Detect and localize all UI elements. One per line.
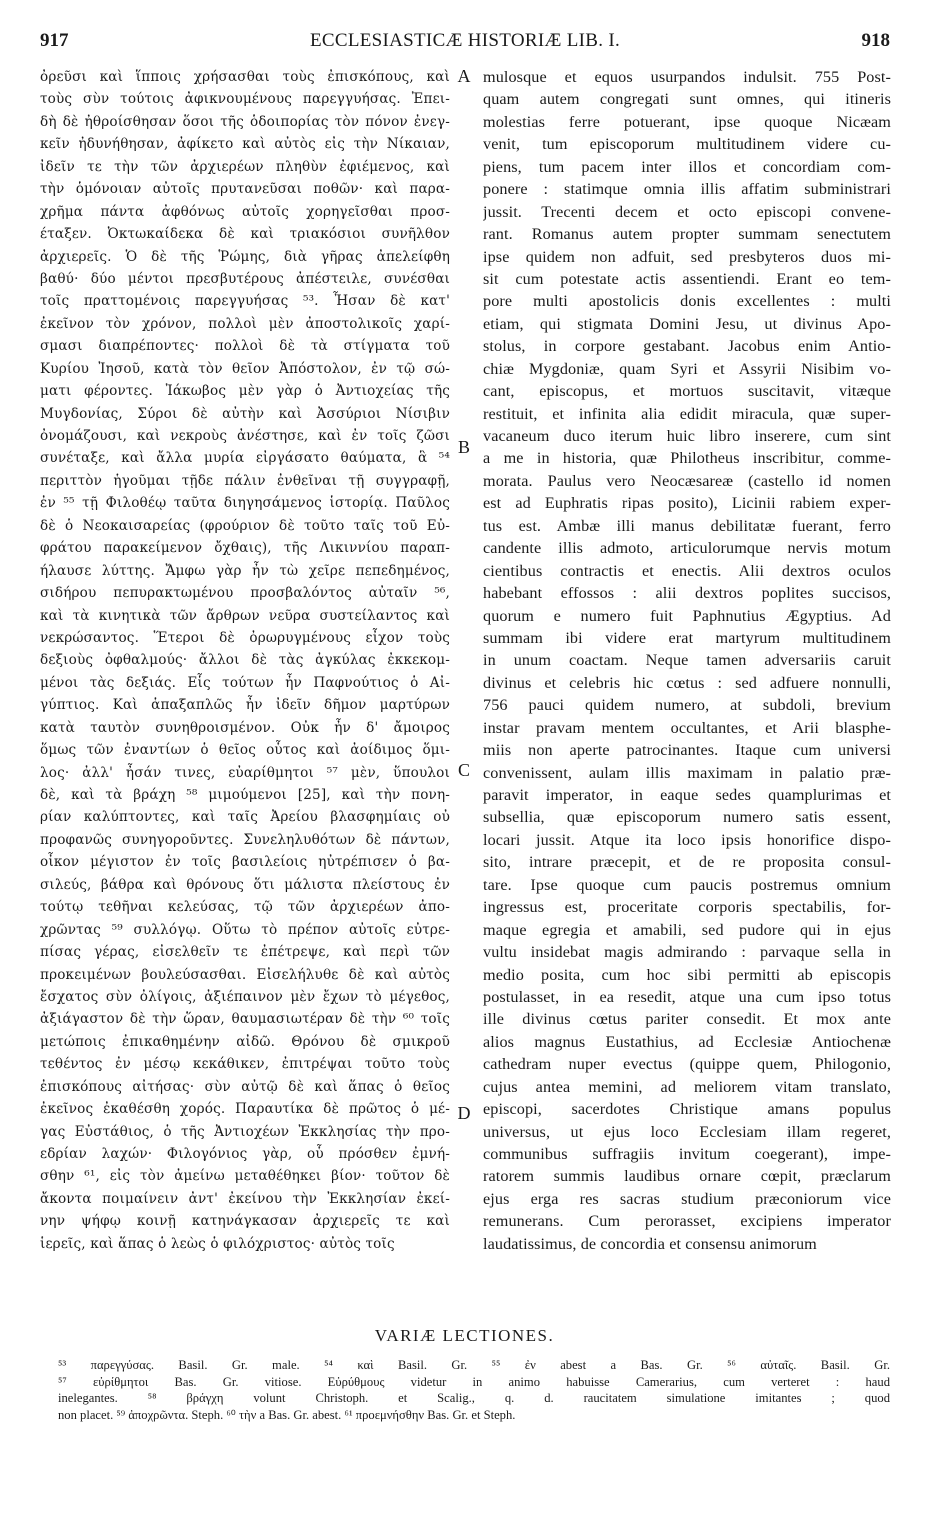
latin-text-line: cujus antea memini, ad meliorem vitam translato,	[483, 1077, 891, 1096]
latin-text-line: locari jussit. Atque ita loco ipsis honorifice dispo-	[483, 830, 891, 849]
latin-text-line: instar pravam mentem occultantes, et Arii blasphe-	[483, 718, 891, 737]
latin-text-line: remunerans. Cum perorasset, excipiens imperator	[483, 1212, 891, 1231]
greek-text-line: τὴν ὁμόνοιαν αὐτοῖς πρυτανεῦσαι ποθῶν· καὶ παρα-	[40, 181, 450, 198]
latin-text-line: postulasset, in ea resedit, atque una cum ipso totus	[483, 987, 891, 1006]
latin-text-line: summam ibi videre erat martyrum multitudinem	[483, 628, 891, 647]
variae-lectiones-title: VARIÆ LECTIONES.	[374, 1326, 555, 1345]
latin-text-line: sit cum potestate actis assentiendi. Erant eo tem-	[483, 269, 891, 288]
greek-text-line: νεκρώσαντος. Ἕτεροι δὲ ὀρωρυγμένους εἶχον τοὺς	[40, 629, 450, 646]
greek-text-line: δεξιοὺς ὀφθαλμούς· ἄλλοι δὲ τὰς ἀγκύλας ἐκκεκομ-	[40, 652, 450, 669]
latin-text-line: jussit. Trecenti decem et octo episcopi convene-	[483, 202, 891, 221]
greek-text-line: ἀξιάγαστον δὲ τὴν ὥραν, θαυμασιωτέραν δὲ τὴν ⁶⁰ τοῖς	[40, 1011, 450, 1028]
running-header	[40, 30, 890, 56]
greek-text-line: καὶ τὰ κινητικὰ τῶν ἄρθρων νεῦρα συστείλαντος καὶ	[40, 607, 450, 624]
greek-text-line: Μυγδονίας, Σύροι δὲ αὐτὴν καὶ Ἀσσύριοι Νίσιβιν	[40, 405, 450, 422]
latin-text-line: ille divinus cœtus pariter consedit. Et mox ante	[483, 1010, 891, 1029]
latin-text-line: a me in historia, quæ Philotheus inscribitur, comme-	[483, 449, 891, 468]
latin-text-line: piens, tum pacem inter illos et concordiam com-	[483, 157, 891, 176]
greek-text-line: σθην ⁶¹, εἰς τὸν ἀμείνω μεταθέθηκει βίον· τοῦτον δὲ	[40, 1168, 450, 1185]
latin-text-line: convenissent, aulam illis maximam in palatio præ-	[483, 763, 891, 782]
latin-text-line: paravit imperator, in eaque sedes quamplurimas et	[483, 786, 891, 804]
greek-text-line: μένοι τὰς δεξιάς. Εἷς τούτων ἦν Παφνούτιος ὁ Αἰ-	[40, 674, 450, 691]
latin-text-line: tus est. Ambæ illi manus debilitatæ fuerant, ferro	[483, 516, 891, 535]
latin-text-line: cathedram nuper evectus (quippe quem, Philogonio,	[483, 1055, 891, 1074]
margin-letter-b: B	[457, 437, 470, 457]
latin-text-line: vacaneum duco iterum huic libro inserere, cum sint	[483, 427, 891, 445]
latin-text-line: communibus suffragiis invitum coegerant), impe-	[483, 1145, 891, 1163]
latin-text-line: rant. Romanus autem propter summam senectutem	[483, 225, 891, 244]
greek-text-line: ἀρχιερεῖς. Ὁ δὲ τῆς Ῥώμης, διὰ γῆρας ἀπελείφθη	[40, 248, 450, 265]
note-line: non placet. ⁵⁹ ἀποχρῶντα. Steph. ⁶⁰ τὴν a Bas. Gr. abest. ⁶¹ προεμνήσθην Bas. Gr. et Steph.	[58, 1407, 516, 1422]
latin-text-line: etiam, qui stigmata Domini Jesu, ut divinus Apo-	[483, 314, 891, 333]
latin-text-line: vultu insidebat magis admirando : parvaque sella in	[483, 943, 891, 962]
latin-text-line: stolus, in corpore gestabant. Jacobus enim Antio-	[483, 337, 891, 356]
greek-text-line: δὴ δὲ ἠθροίσθησαν ὅσοι τῆς ὁδοιπορίας τὸν πόνον ἐνεγ-	[40, 113, 450, 130]
latin-text-line: restituit, et infinita alia edidit miracula, quæ super-	[483, 404, 891, 423]
latin-text-line: tare. Ipse quoque cum paucis postremus omnium	[483, 875, 891, 894]
latin-text-line: in unum coactam. Neque tamen adversariis caruit	[483, 651, 891, 670]
latin-text-line: episcopi, sacerdotes Christique amans populus	[483, 1100, 891, 1119]
margin-letter-a: A	[457, 66, 471, 86]
latin-text-line: laudatissimus, de concordia et consensu animorum	[483, 1234, 817, 1253]
latin-text-line: 756 pauci quidem numero, at subdoli, brevium	[483, 696, 891, 715]
greek-text-line: ἰδεῖν τε τὴν τῶν ἀρχιερέων πληθὺν ἐφιέμενος, καὶ	[40, 158, 450, 175]
latin-text-line: ejus erga res sacras studium præconiorum vice	[483, 1189, 891, 1208]
greek-text-line: τοῖς πραττομένοις παρεγγυήσας ⁵³. Ἦσαν δὲ κατ'	[40, 293, 450, 310]
greek-text-line: οἶκον μέγιστον ἐν τοῖς βασιλείοις ηὐτρέπισεν ὁ βα-	[40, 854, 450, 871]
latin-text-line: pore multi apostolicis donis excellentes : multi	[483, 292, 891, 311]
latin-text-line: ingressus est, proceritate corporis spectabilis, for-	[483, 898, 891, 917]
latin-text-line: ratorem summis laudibus ornare cœpit, præclarum	[483, 1167, 891, 1186]
greek-text-line: ἄκοντα ποιμαίνειν ἀντ' ἐκείνου τὴν Ἐκκλησίαν ἐκεί-	[40, 1190, 450, 1207]
margin-letter-d: D	[457, 1103, 471, 1123]
latin-text-line: quorum e numero fuit Paphnutius Ægyptius. Ad	[483, 606, 891, 625]
latin-text-line: divinus et celebris hic cœtus : sed adfuere nonnulli,	[483, 673, 891, 692]
greek-text-line: ἐκεῖνον τὸν χρόνον, πολλοὶ μὲν ἀποστολικοῖς χαρί-	[40, 315, 450, 332]
greek-text-line: χρῶντας ⁵⁹ συλλόγῳ. Οὕτω τὸ πρέπον αὐτοῖς εὐτρε-	[40, 921, 450, 938]
greek-text-line: προκειμένων βουλεύσασθαι. Εἰσελήλυθε δὲ καὶ αὐτὸς	[40, 966, 450, 983]
greek-text-line: ὅμως τῶν ἐναντίων ὁ θεῖος οὗτος καὶ ἀοίδιμος ὅμι-	[40, 742, 450, 759]
latin-text-line: venit, tum episcoporum multitudinem videre cu-	[483, 135, 891, 154]
latin-text-line: est ad Euphratis ripas posito), Licinii rabiem exper-	[483, 494, 891, 513]
greek-text-line: λος· ἀλλ' ἦσάν τινες, εὐαρίθμητοι ⁵⁷ μὲν, ὕπουλοι	[40, 764, 450, 781]
greek-text-line: ὀρεῦσι καὶ ἵπποις χρήσασθαι τοὺς ἐπισκόπους, καὶ	[40, 69, 450, 85]
greek-text-line: έταξεν. Ὀκτωκαίδεκα δὲ καὶ τριακόσιοι συνῆλθον	[40, 226, 450, 243]
greek-text-line: νην ψήφῳ κοινῇ κατηνάγκασαν ἀρχιερεῖς τε καὶ	[40, 1213, 450, 1230]
greek-text-line: σμασι διαπρέποντες· πολλοὶ δὲ τὰ στίγματα τοῦ	[40, 338, 450, 355]
latin-text-line: miis non aperte patrocinantes. Itaque cum universi	[483, 741, 891, 760]
greek-text-line: ἐπισκόπους αἰτήσας· σὺν αὐτῷ δὲ καὶ ἅπας ὁ θεῖος	[40, 1078, 450, 1095]
latin-text-line: subsellia, quæ episcoporum numero satis essent,	[483, 808, 891, 827]
latin-text-line: quam autem congregati sunt omnes, qui itineris	[483, 90, 891, 109]
variant-readings-notes	[58, 1357, 890, 1423]
note-line: ⁵³ παρεγγύσας. Basil. Gr. male. ⁵⁴ καὶ Basil. Gr. ⁵⁵ ἐν abest a Bas. Gr. ⁵⁶ αὐταῖς. Basil. Gr.	[58, 1358, 890, 1372]
note-line: ⁵⁷ εὐρίθμητοι Bas. Gr. vitiose. Εὐρύθμους videtur in animo habuisse Camerarius, cum verteret : haud	[58, 1374, 890, 1389]
greek-text-line: Κυρίου Ἰησοῦ, κατὰ τὸν θεῖον Ἀπόστολον, ἐν τῷ σώ-	[40, 360, 450, 377]
greek-text-line: προφανῶς συνηγοροῦντες. Συνεληλυθότων δὲ πάντων,	[40, 831, 450, 848]
latin-text-line: alios magnus Eustathius, ad Ecclesiæ Antiochenæ	[483, 1032, 891, 1051]
greek-text-line: εδρίαν λαχών· Φιλογόνιος γὰρ, οὗ πρόσθεν ἐμνή-	[40, 1146, 450, 1162]
greek-text-line: ήλαυσε λύττης. Ἄμφω γὰρ ἦν τὼ χεῖρε πεπεδημένος,	[40, 562, 450, 579]
latin-text-line: cant, episcopus, et mortuos suscitavit, vitæque	[483, 382, 891, 401]
greek-text-line: κατὰ ταυτὸν συνηθροισμένον. Οὐκ ἦν δ' ἄμοιρος	[40, 719, 450, 736]
latin-text-line: molestias ferre potuerant, ipse quoque Nicæam	[483, 112, 891, 131]
greek-text-line: βαθύ· δύο μέντοι πρεσβυτέρους ἀπέστειλε, συνέσθαι	[40, 270, 450, 287]
latin-text-line: morata. Paulus vero Neocæsareæ (castello id nomen	[483, 471, 891, 490]
greek-text-line: ὀνομάζουσι, καὶ νεκροὺς ἀνέστησε, καὶ ἐν τοῖς ζῶσι	[40, 428, 450, 444]
greek-text-line: σιλεύς, βάθρα καὶ θρόνους ὅτι μάλιστα πλείστους ἐν	[40, 876, 450, 893]
latin-text-line: universus, ut ejus loco Ecclesiam illam regeret,	[483, 1122, 891, 1141]
greek-text-line: τοὺς σὺν τούτοις ἀφικνουμένους παρεγγυήσας. Ἐπει-	[40, 91, 450, 108]
note-line: inelegantes. ⁵⁸ βράγχη volunt Christoph. et Scalig., q. d. raucitatem simulatione imitantes ; quod	[58, 1391, 890, 1405]
greek-text-line: συνέταξε, καὶ ἄλλα μυρία εἰργάσατο θαύματα, ἃ ⁵⁴	[40, 450, 450, 467]
greek-text-line: ρίαν καλύπτοντες, καὶ ταῖς Ἀρείου βλασφημίαις οὐ	[40, 809, 450, 826]
greek-text-line: τούτῳ τεθῆναι κελεύσας, τῷ τῶν ἀρχιερέων ἀπο-	[40, 899, 450, 916]
margin-letter-c: C	[457, 760, 470, 780]
latin-text-line: maque egregia et amabili, sed pudore qui in ejus	[483, 920, 891, 939]
greek-text-line: χρῆμα πάντα ἀφθόνως αὐτοῖς χορηγεῖσθαι προσ-	[40, 203, 450, 220]
greek-text-line: σιδήρου πεπυρακτωμένου προσβαλόντος αὐταῖν ⁵⁶,	[40, 585, 450, 602]
latin-text-line: habebant effossos : alii dextros poplites succisos,	[483, 584, 891, 603]
greek-text-line: μετώποις ἐπικαθημένην αἰδῶ. Θρόνου δὲ σμικροῦ	[40, 1033, 450, 1050]
latin-text-column	[483, 66, 891, 1255]
latin-text-line: ipse quidem non adfuit, sed presbyteros duos mi-	[483, 247, 891, 266]
greek-text-line: ἐν ⁵⁵ τῇ Φιλοθέῳ ταῦτα διηγησάμενος ἱστορίᾳ. Παῦλος	[40, 495, 450, 512]
greek-text-column	[40, 66, 450, 1255]
greek-text-line: γας Εὐστάθιος, ὁ τῆς Ἀντιοχέων Ἐκκλησίας τὴν προ-	[40, 1123, 450, 1140]
greek-text-line: δὲ ὁ Νεοκαισαρείας (φρούριον δὲ τοῦτο ταῖς τοῦ Εὐ-	[40, 517, 450, 534]
greek-text-line: ἔσχατος σὺν ὀλίγοις, ἀξιέπαινον μὲν ἔχων τὸ μέγεθος,	[40, 988, 450, 1005]
greek-text-line: γύπτιος. Καὶ ἁπαξαπλῶς ἦν ἰδεῖν δῆμον μαρτύρων	[40, 697, 450, 714]
latin-text-line: medio posita, cum hoc sibi permitti ab episcopis	[483, 965, 891, 984]
greek-text-line: πίσας γέρας, εἰσελθεῖν τε ἐπέτρεψε, καὶ περὶ τῶν	[40, 944, 450, 961]
greek-text-line: ἱερεῖς, καὶ ἅπας ὁ λεὼς ὁ φιλόχριστος· αὐτὸς τοῖς	[40, 1235, 395, 1252]
greek-text-line: κεῖν ἠδυνήθησαν, ἀφίκετο καὶ αὐτὸς εἰς τὴν Νίκαιαν,	[40, 136, 450, 153]
running-title: ECCLESIASTICÆ HISTORIÆ LIB. I.	[309, 30, 621, 51]
latin-text-line: mulosque et equos usurpandos indulsit. 755 Post-	[483, 68, 891, 86]
page-number-left: 917	[40, 30, 69, 51]
latin-text-line: ponere : statimque omnia illis affatim subministrari	[483, 180, 891, 199]
greek-text-line: περιττὸν ἡγοῦμαι τῇδε πάλιν ἐνθεῖναι τῇ συγγραφῇ,	[40, 472, 450, 489]
greek-text-line: ἐκεῖνος ἐκαθέσθη χορός. Παραυτίκα δὲ πρῶτος ὁ μέ-	[40, 1101, 450, 1118]
page-number-right: 918	[861, 30, 890, 51]
greek-text-line: δὲ, καὶ τὰ βράχη ⁵⁸ μιμούμενοι [25], καὶ τὴν πονη-	[40, 787, 450, 803]
latin-text-line: chiæ Mygdoniæ, quam Syri et Assyrii Nisibim vo-	[483, 359, 891, 378]
latin-text-line: cientibus contractis et enectis. Alii dextros oculos	[483, 561, 891, 580]
greek-text-line: ματι φέροντες. Ἰάκωβος μὲν γὰρ ὁ Ἀντιοχείας τῆς	[40, 383, 450, 400]
greek-text-line: φράτου παρακείμενον ὄχθαις), τῆς Λικιννίου παραπ-	[40, 540, 450, 557]
latin-text-line: candente illis admoto, articulorumque nervis motum	[483, 539, 891, 558]
latin-text-line: sito, intrare præcepit, et de re proposita consul-	[483, 853, 891, 872]
greek-text-line: τεθέντος ἐν μέσῳ κεκάθικεν, ἐπιτρέψαι τοῦτο τοὺς	[40, 1056, 450, 1073]
